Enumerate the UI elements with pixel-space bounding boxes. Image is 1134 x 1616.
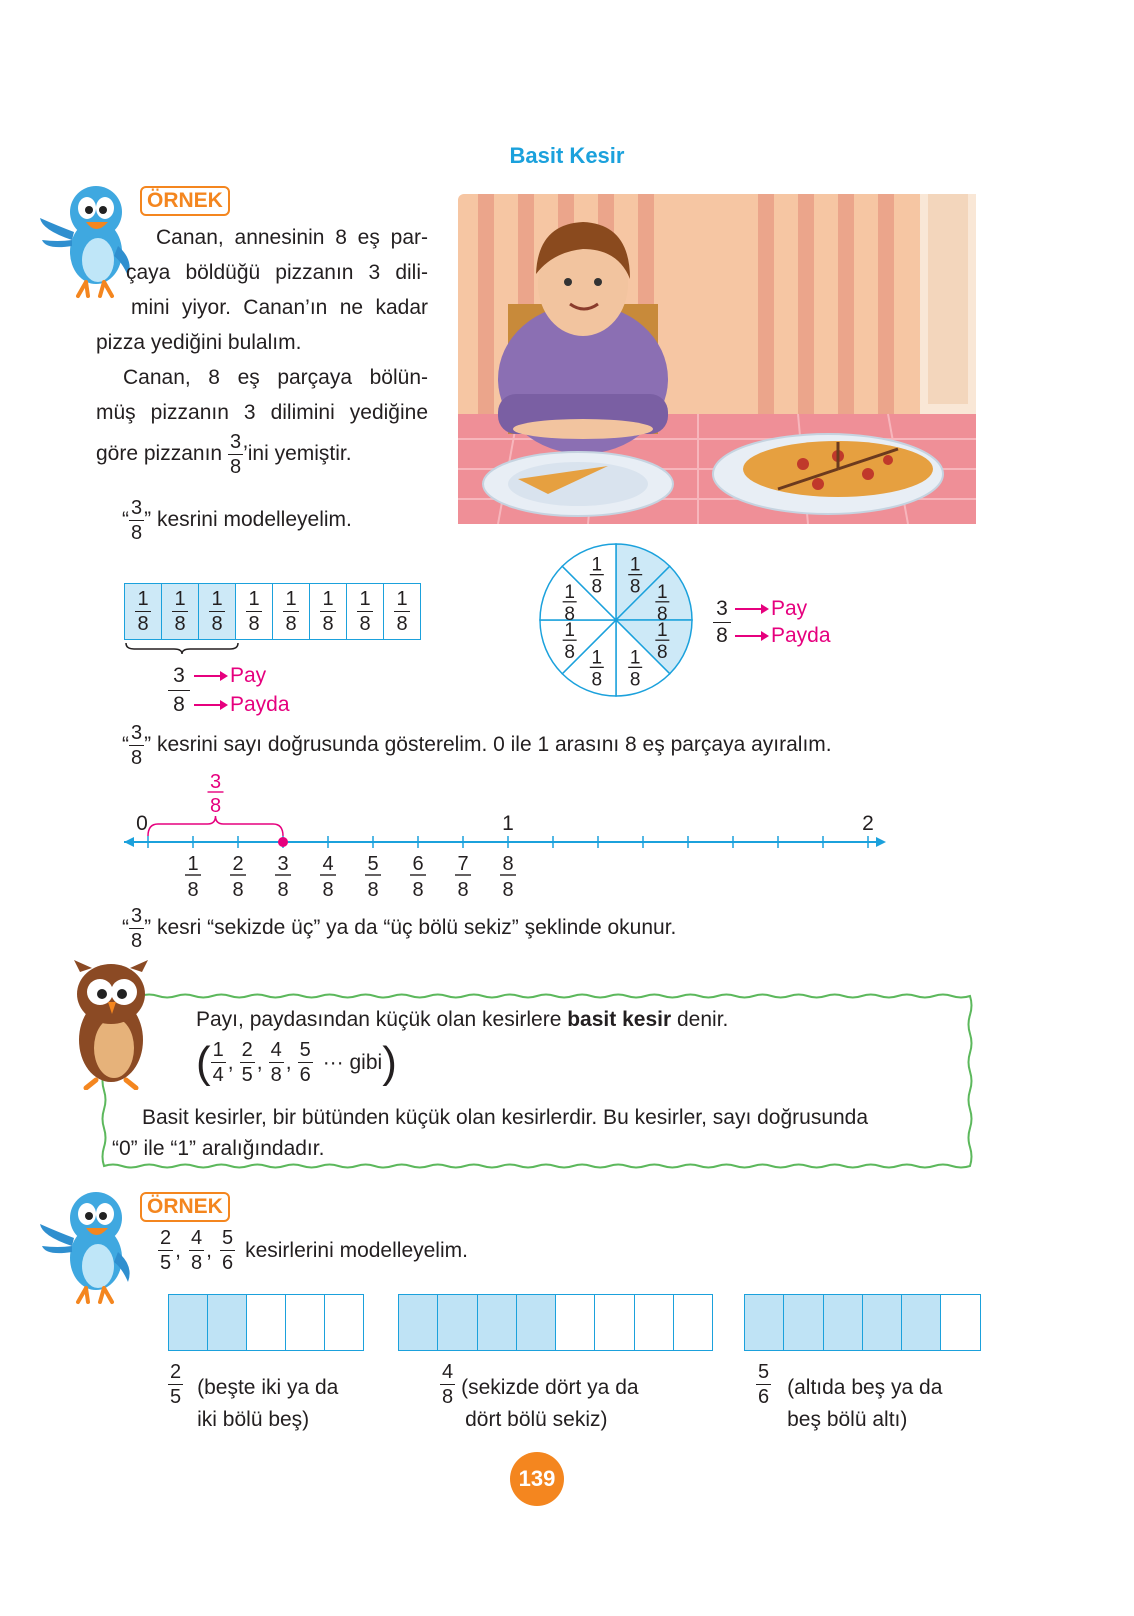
arrow-right-icon <box>876 837 886 847</box>
svg-text:8: 8 <box>209 795 222 817</box>
example1-line-pre: göre pizzanın <box>96 442 223 466</box>
svg-text:8: 8 <box>591 669 603 691</box>
svg-text:8: 8 <box>564 642 575 664</box>
svg-text:8: 8 <box>277 879 289 901</box>
bar-cell: $\frac{1}{8}$ <box>396 588 408 635</box>
example-label: ÖRNEK <box>140 1192 230 1222</box>
fraction: $\frac{3}{8}$ <box>229 431 242 478</box>
quote-open: “ <box>122 916 129 940</box>
quote-open: “ <box>122 733 129 757</box>
pay-label: Pay <box>230 664 267 687</box>
marked-fraction <box>208 771 224 817</box>
svg-text:1: 1 <box>591 647 603 669</box>
svg-text:4: 4 <box>322 853 334 875</box>
quote-close: ” <box>144 508 152 532</box>
tick-label <box>455 853 471 901</box>
payda-label: Payda <box>771 624 831 647</box>
circle-pay-payda <box>713 596 831 649</box>
svg-text:7: 7 <box>457 853 469 875</box>
tick-label <box>500 853 516 901</box>
example1-line: Canan, 8 eş parçaya bölün- <box>123 366 428 389</box>
fraction: $\frac{2}{5}$ <box>241 1039 253 1086</box>
svg-text:8: 8 <box>657 642 668 664</box>
bar-pay-payda <box>168 662 290 719</box>
top-label: 0 <box>136 812 148 835</box>
bar-cell: $\frac{1}{8}$ <box>273 584 310 639</box>
model-cell <box>517 1295 556 1350</box>
bar-cell: $\frac{1}{8}$ <box>310 584 347 639</box>
model-cell <box>438 1295 477 1350</box>
caption-line: (beşte iki ya da <box>197 1376 339 1399</box>
slice-label <box>655 620 669 663</box>
svg-text:1: 1 <box>564 581 575 603</box>
comma: , <box>206 1238 212 1262</box>
svg-text:3: 3 <box>277 853 289 875</box>
example2-text: kesirlerini modelleyelim. <box>245 1238 468 1262</box>
model-cell <box>247 1295 286 1350</box>
tick-label <box>185 853 201 901</box>
svg-text:2: 2 <box>232 853 244 875</box>
svg-text:8: 8 <box>564 603 575 625</box>
model-cell <box>478 1295 517 1350</box>
model-cell <box>595 1295 634 1350</box>
model-intro <box>122 498 352 543</box>
caption-line: beş bölü altı) <box>787 1408 908 1431</box>
slice-label <box>590 647 604 690</box>
tick-label <box>230 853 246 901</box>
model-caption <box>440 1360 639 1436</box>
model-bar-fifths <box>168 1294 364 1351</box>
number-line-intro <box>122 723 832 768</box>
caption-line: (altıda beş ya da <box>787 1376 943 1399</box>
quote-close: ” <box>144 733 152 757</box>
arrow-right-icon <box>190 698 230 712</box>
slice-label <box>628 647 642 690</box>
arrow-right-icon <box>731 602 771 616</box>
model-cell <box>399 1295 438 1350</box>
example1-line: müş pizzanın 3 dilimini yediğine <box>96 401 428 424</box>
svg-text:8: 8 <box>457 879 469 901</box>
tick-label <box>320 853 336 901</box>
slice-label <box>628 555 642 598</box>
fraction: $\frac{4}{8}$ <box>442 1361 454 1408</box>
fraction: $\frac{4}{8}$ <box>190 1227 203 1274</box>
owl-mascot-icon <box>66 960 156 1090</box>
svg-text:5: 5 <box>367 853 379 875</box>
brace-icon <box>124 641 240 655</box>
example2-intro <box>158 1228 468 1273</box>
svg-text:8: 8 <box>591 576 603 598</box>
bar-cell: $\frac{1}{8}$ <box>347 584 384 639</box>
bar-cell: $\frac{1}{8}$ <box>236 584 273 639</box>
model-cell <box>286 1295 325 1350</box>
svg-text:1: 1 <box>629 647 641 669</box>
number-line <box>110 768 910 908</box>
svg-text:1: 1 <box>564 620 575 642</box>
model-cell <box>784 1295 823 1350</box>
page-number: 139 <box>510 1452 564 1506</box>
slice-label <box>590 555 604 598</box>
slice-label <box>563 582 577 625</box>
fraction: $\frac{2}{5}$ <box>170 1361 182 1408</box>
fraction: $\frac{1}{4}$ <box>212 1039 224 1086</box>
svg-text:8: 8 <box>629 576 641 598</box>
caption-line: (sekizde dört ya da <box>461 1376 639 1399</box>
comma: , <box>227 1050 234 1074</box>
paren-open: ( <box>196 1037 211 1087</box>
reading-text: kesri “sekizde üç” ya da “üç bölü sekiz” şeklinde okunur. <box>156 916 677 940</box>
example1-line <box>96 432 428 477</box>
arrow-right-icon <box>190 669 230 683</box>
definition-post: denir. <box>676 1008 729 1031</box>
model-cell <box>824 1295 863 1350</box>
example1-line-post: ’ini yemiştir. <box>243 442 352 466</box>
model-cell <box>941 1295 979 1350</box>
model-cell <box>635 1295 674 1350</box>
fraction: $\frac{5}{6}$ <box>758 1361 770 1408</box>
caption-line: iki bölü beş) <box>197 1408 310 1431</box>
svg-text:8: 8 <box>629 669 641 691</box>
model-caption <box>756 1360 942 1436</box>
circle-model <box>536 540 696 700</box>
page-title: Basit Kesir <box>509 143 625 168</box>
tick-label <box>410 853 426 901</box>
svg-text:1: 1 <box>629 554 641 576</box>
model-bar-eighths <box>398 1294 713 1351</box>
quote-close: ” <box>144 916 152 940</box>
example-label: ÖRNEK <box>140 186 230 216</box>
bar-model <box>124 583 421 640</box>
model-cell <box>325 1295 363 1350</box>
model-cell <box>902 1295 941 1350</box>
quote-open: “ <box>122 508 129 532</box>
definition-examples <box>196 1037 397 1087</box>
payda-digit: 8 <box>716 624 728 647</box>
model-cell <box>169 1295 208 1350</box>
marked-point <box>278 837 288 847</box>
arrow-left-icon <box>124 837 134 847</box>
definition-line3: Basit kesirler, bir bütünden küçük olan kesirlerdir. Bu kesirler, sayı doğrusunda <box>142 1106 869 1129</box>
pizza-scene-illustration <box>458 194 976 524</box>
pay-label: Pay <box>771 597 808 620</box>
paren-close: ) <box>382 1037 397 1087</box>
svg-text:8: 8 <box>502 853 514 875</box>
caption-line: dört bölü sekiz) <box>465 1408 608 1431</box>
definition-pre: Payı, paydasından küçük olan kesirlere <box>196 1008 562 1031</box>
number-line-intro-text: kesrini sayı doğrusunda gösterelim. 0 ile 1 arasını 8 eş parçaya ayıralım. <box>156 733 832 757</box>
fraction: $\frac{2}{5}$ <box>160 1227 172 1274</box>
model-cell <box>745 1295 784 1350</box>
example1-line: pizza yediğini bulalım. <box>96 331 302 354</box>
definition-line4: “0” ile “1” aralığındadır. <box>112 1137 325 1160</box>
svg-text:1: 1 <box>591 554 603 576</box>
top-label: 1 <box>502 812 514 835</box>
comma: , <box>175 1238 181 1262</box>
example1-text <box>96 220 428 477</box>
payda-label: Payda <box>230 693 290 716</box>
fraction: $\frac{5}{6}$ <box>299 1039 311 1086</box>
model-cell <box>208 1295 247 1350</box>
svg-text:8: 8 <box>367 879 379 901</box>
fraction: $\frac{3}{8}$ <box>131 905 143 952</box>
pay-digit: 3 <box>716 597 728 620</box>
example1-line: çaya böldüğü pizzanın 3 dili- <box>126 261 428 284</box>
fraction: $\frac{5}{6}$ <box>221 1227 234 1274</box>
svg-text:8: 8 <box>657 603 668 625</box>
svg-text:8: 8 <box>412 879 424 901</box>
bar-cell: $\frac{1}{8}$ <box>199 584 236 639</box>
slice-label <box>655 582 669 625</box>
slice-label <box>563 620 577 663</box>
example1-line: Canan, annesinin 8 eş par- <box>156 226 428 249</box>
bar-cell: $\frac{1}{8}$ <box>162 584 199 639</box>
definition-line1 <box>196 1002 728 1037</box>
bird-mascot-icon <box>38 1186 138 1306</box>
svg-text:1: 1 <box>657 620 668 642</box>
model-cell <box>863 1295 902 1350</box>
pay-digit: 3 <box>173 664 185 687</box>
svg-text:6: 6 <box>412 853 424 875</box>
comma: , <box>256 1050 263 1074</box>
bar-cell: $\frac{1}{8}$ <box>125 584 162 639</box>
svg-text:8: 8 <box>232 879 244 901</box>
svg-text:8: 8 <box>187 879 199 901</box>
model-bar-sixths <box>744 1294 981 1351</box>
examples-suffix: ··· gibi <box>322 1050 383 1074</box>
bracket-icon <box>148 816 283 836</box>
top-label: 2 <box>862 812 874 835</box>
fraction: $\frac{4}{8}$ <box>270 1039 282 1086</box>
model-caption <box>168 1360 338 1436</box>
fraction: $\frac{3}{8}$ <box>131 722 143 769</box>
svg-text:8: 8 <box>502 879 514 901</box>
svg-text:1: 1 <box>657 581 668 603</box>
svg-text:8: 8 <box>322 879 334 901</box>
payda-digit: 8 <box>173 693 185 716</box>
svg-text:1: 1 <box>187 853 199 875</box>
fraction: $\frac{3}{8}$ <box>131 497 143 544</box>
model-intro-text: kesrini modelleyelim. <box>156 508 352 532</box>
tick-label <box>365 853 381 901</box>
arrow-right-icon <box>731 629 771 643</box>
reading-sentence <box>122 906 676 951</box>
model-cell <box>556 1295 595 1350</box>
comma: , <box>285 1050 292 1074</box>
definition-bold: basit kesir <box>567 1008 672 1031</box>
svg-text:3: 3 <box>209 771 222 793</box>
model-cell <box>674 1295 712 1350</box>
tick-label <box>275 853 291 901</box>
example1-line: mini yiyor. Canan’ın ne kadar <box>131 296 428 319</box>
